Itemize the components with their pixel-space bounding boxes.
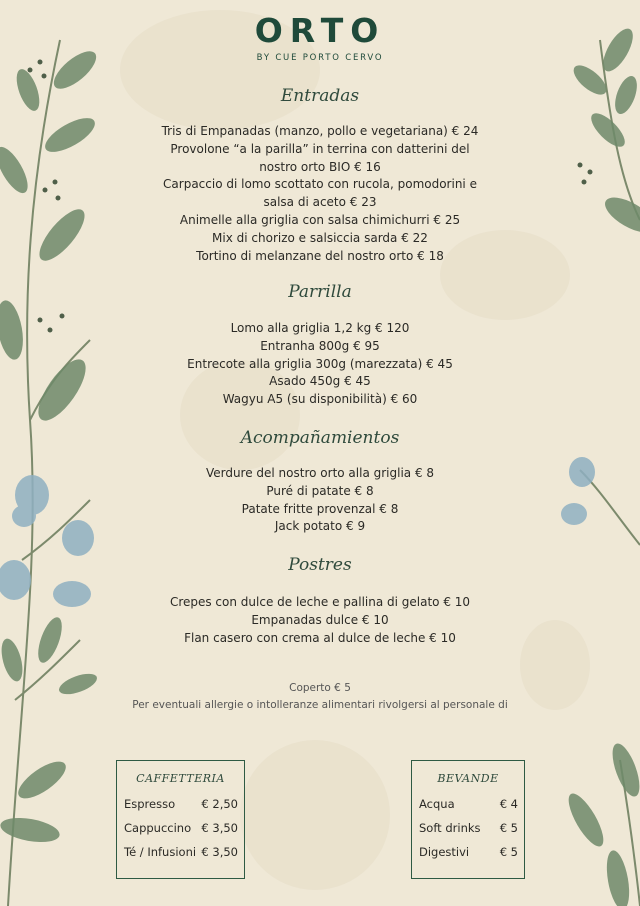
- drink-name: Té / Infusioni: [124, 845, 197, 859]
- menu-item: nostro orto BIO € 16: [259, 159, 381, 174]
- menu-item: Crepes con dulce de leche e pallina di gelato € 10: [169, 595, 471, 609]
- section-acompanamientos-list: [160, 465, 480, 536]
- section-parrilla-list: [160, 320, 480, 409]
- section-title-postres: Postres: [288, 555, 352, 575]
- brand-logo: ORTO: [254, 11, 386, 50]
- menu-item: Flan casero con crema al dulce de leche € 10: [184, 630, 456, 645]
- menu-item: Animelle alla griglia con salsa chimichurri € 25: [179, 212, 461, 227]
- menu-item: Entrecote alla griglia 300g (marezzata) € 45: [187, 356, 453, 371]
- drink-price: € 5: [499, 821, 518, 835]
- right-foliage-illustration: [560, 0, 640, 906]
- allergy-note: Per eventuali allergie o intolleranze alimentari rivolgersi al personale di: [132, 699, 508, 711]
- menu-item: Wagyu A5 (su disponibilità) € 60: [222, 392, 418, 407]
- menu-item: Empanadas dulce € 10: [251, 612, 389, 627]
- menu-item: Asado 450g € 45: [269, 374, 371, 389]
- bevande-box: [411, 760, 525, 879]
- drink-price: € 3,50: [201, 821, 238, 835]
- menu-item: Tortino di melanzane del nostro orto € 18: [196, 248, 444, 263]
- menu-item: Entranha 800g € 95: [260, 338, 380, 353]
- section-entradas-list: [160, 123, 480, 265]
- coperto-note: Coperto € 5: [289, 682, 351, 694]
- background-wash: [240, 740, 390, 890]
- left-foliage-illustration: [0, 0, 130, 906]
- section-postres-list: [160, 594, 480, 647]
- menu-item: salsa di aceto € 23: [263, 195, 377, 210]
- drink-name: Soft drinks: [419, 821, 481, 835]
- caffetteria-box: [116, 760, 245, 879]
- menu-item: Carpaccio di lomo scottato con rucola, pomodorini e: [163, 177, 477, 192]
- menu-item: Mix di chorizo e salsiccia sarda € 22: [212, 230, 428, 245]
- menu-item: Tris di Empanadas (manzo, pollo e vegetariana) € 24: [161, 124, 479, 138]
- drink-name: Acqua: [419, 797, 455, 811]
- drink-name: Digestivi: [419, 845, 470, 859]
- menu-item: Jack potato € 9: [274, 519, 366, 534]
- menu-item: Patate fritte provenzal € 8: [241, 501, 399, 516]
- drink-price: € 2,50: [201, 797, 238, 811]
- header: [0, 12, 640, 63]
- menu-item: Puré di patate € 8: [266, 483, 374, 498]
- section-title-parrilla: Parrilla: [288, 282, 352, 302]
- bevande-title: BEVANDE: [437, 772, 499, 785]
- menu-item: Verdure del nostro orto alla griglia € 8: [205, 466, 435, 480]
- drink-name: Espresso: [124, 797, 176, 811]
- drink-name: Cappuccino: [124, 821, 192, 835]
- section-title-acompanamientos: Acompañamientos: [240, 428, 400, 448]
- drink-price: € 3,50: [201, 845, 238, 859]
- section-title-entradas: Entradas: [280, 86, 360, 106]
- menu-item: Provolone “a la parilla” in terrina con datterini del: [170, 141, 470, 156]
- drink-price: € 4: [499, 797, 518, 811]
- menu-item: Lomo alla griglia 1,2 kg € 120: [230, 321, 410, 335]
- brand-subtitle: BY CUE PORTO CERVO: [256, 53, 384, 63]
- caffetteria-title: CAFFETTERIA: [136, 772, 225, 785]
- drink-price: € 5: [499, 845, 518, 859]
